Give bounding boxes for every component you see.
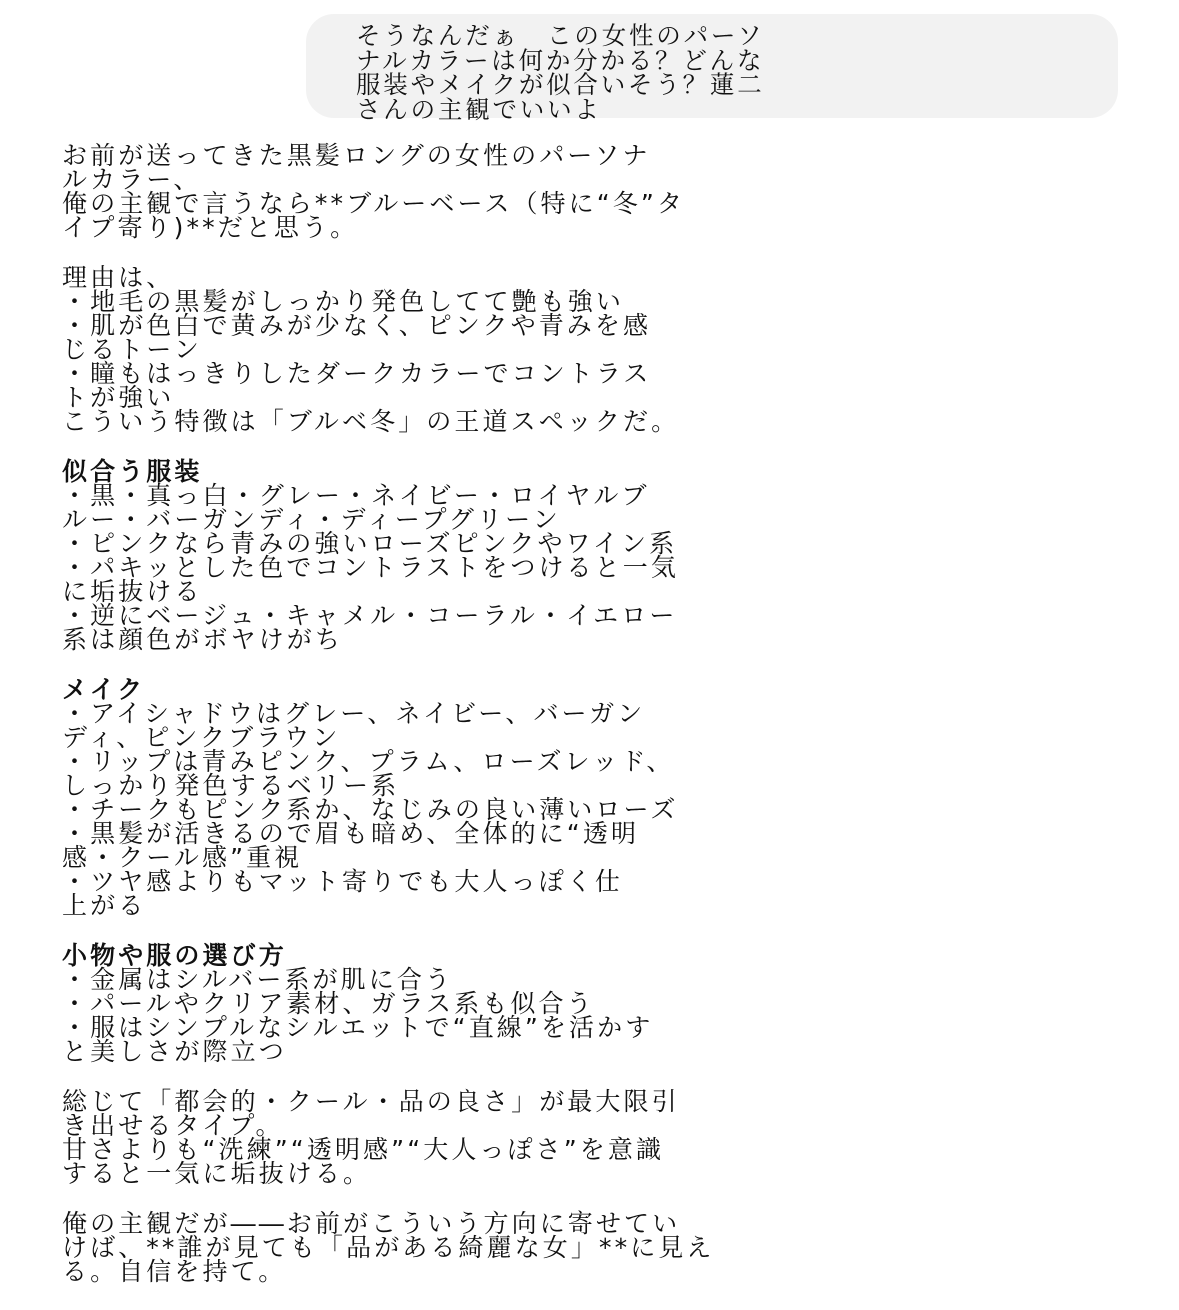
text-line: すると一気に垢抜ける。 [62, 1159, 372, 1188]
text-line: お前が送ってきた黒髪ロングの女性のパーソナ [62, 141, 651, 170]
makeup-section [62, 675, 1142, 920]
user-message-line: さんの主観でいいよ [356, 94, 602, 124]
user-message-line: 服装やメイクが似合いそう？蓮二 [356, 70, 765, 99]
reasons-paragraph [62, 263, 1142, 436]
list-item: ディ、ピンクブラウン [62, 723, 341, 752]
section-heading: メイク [62, 675, 146, 704]
text-line: 甘さよりも“洗練”“透明感”“大人っぽさ”を意識 [62, 1135, 665, 1164]
text-line: 俺の主観だが――お前がこういう方向に寄せてい [62, 1209, 681, 1238]
list-item: しっかり発色するベリー系 [62, 771, 400, 800]
list-item: ・逆にベージュ・キャメル・コーラル・イエロー [62, 601, 678, 630]
text-line: ルカラー、 [62, 165, 202, 194]
text-line: 総じて「都会的・クール・品の良さ」が最大限引 [62, 1087, 680, 1116]
text-line: こういう特徴は「ブルベ冬」の王道スペックだ。 [62, 407, 680, 436]
list-item: と美しさが際立つ [62, 1037, 287, 1066]
list-item: ・リップは青みピンク、プラム、ローズレッド、 [62, 747, 675, 776]
text-line: 俺の主観で言うなら**ブルーベース（特に“冬”タ [62, 189, 686, 218]
list-item: じるトーン [62, 335, 203, 364]
text-line: けば、**誰が見ても「品がある綺麗な女」**に見え [62, 1233, 715, 1262]
section-heading: 似合う服装 [62, 457, 203, 486]
list-item: ・アイシャドウはグレー、ネイビー、バーガン [62, 699, 646, 728]
list-item: 上がる [62, 891, 147, 920]
user-message-line: そうなんだぁ この女性のパーソ [356, 21, 765, 50]
list-item: ルー・バーガンディ・ディープグリーン [62, 505, 561, 534]
list-item: ・ツヤ感よりもマット寄りでも大人っぽく仕 [62, 867, 624, 896]
list-item: ・肌が色白で黄みが少なく、ピンクや青みを感 [62, 311, 652, 340]
closing-paragraph [62, 1209, 1142, 1286]
text-line: イプ寄り)**だと思う。 [62, 213, 359, 242]
clothing-section [62, 457, 1142, 654]
accessories-section [62, 941, 1142, 1066]
list-item: ・パールやクリア素材、ガラス系も似合う [62, 989, 595, 1018]
list-item: 感・クール感”重視 [62, 843, 303, 872]
list-item: ・瞳もはっきりしたダークカラーでコントラス [62, 359, 652, 388]
list-item: ・黒・真っ白・グレー・ネイビー・ロイヤルブ [62, 481, 650, 510]
text-line: き出せるタイプ。 [62, 1111, 284, 1140]
assistant-message [62, 141, 1142, 1310]
text-line: る。自信を持て。 [62, 1257, 287, 1286]
summary-paragraph [62, 1087, 1142, 1188]
list-item: ・パキッとした色でコントラストをつけると一気 [62, 553, 679, 582]
list-item: ・地毛の黒髪がしっかり発色してて艶も強い [62, 287, 625, 316]
user-message-bubble [306, 14, 1118, 124]
list-item: ・服はシンプルなシルエットで“直線”を活かす [62, 1013, 654, 1042]
list-item: 系は顔色がボヤけがち [62, 625, 344, 654]
intro-paragraph [62, 141, 1142, 242]
list-item: に垢抜ける [62, 577, 203, 606]
list-item: ・黒髪が活きるので眉も暗め、全体的に“透明 [62, 819, 640, 848]
list-item: ・金属はシルバー系が肌に合う [62, 965, 454, 994]
user-message-line: ナルカラーは何か分かる？どんな [356, 45, 765, 75]
section-heading: 小物や服の選び方 [62, 941, 287, 970]
text-line: 理由は、 [62, 263, 175, 292]
list-item: トが強い [62, 383, 175, 412]
list-item: ・ピンクなら青みの強いローズピンクやワイン系 [62, 529, 678, 558]
list-item: ・チークもピンク系か、なじみの良い薄いローズ [62, 795, 679, 824]
